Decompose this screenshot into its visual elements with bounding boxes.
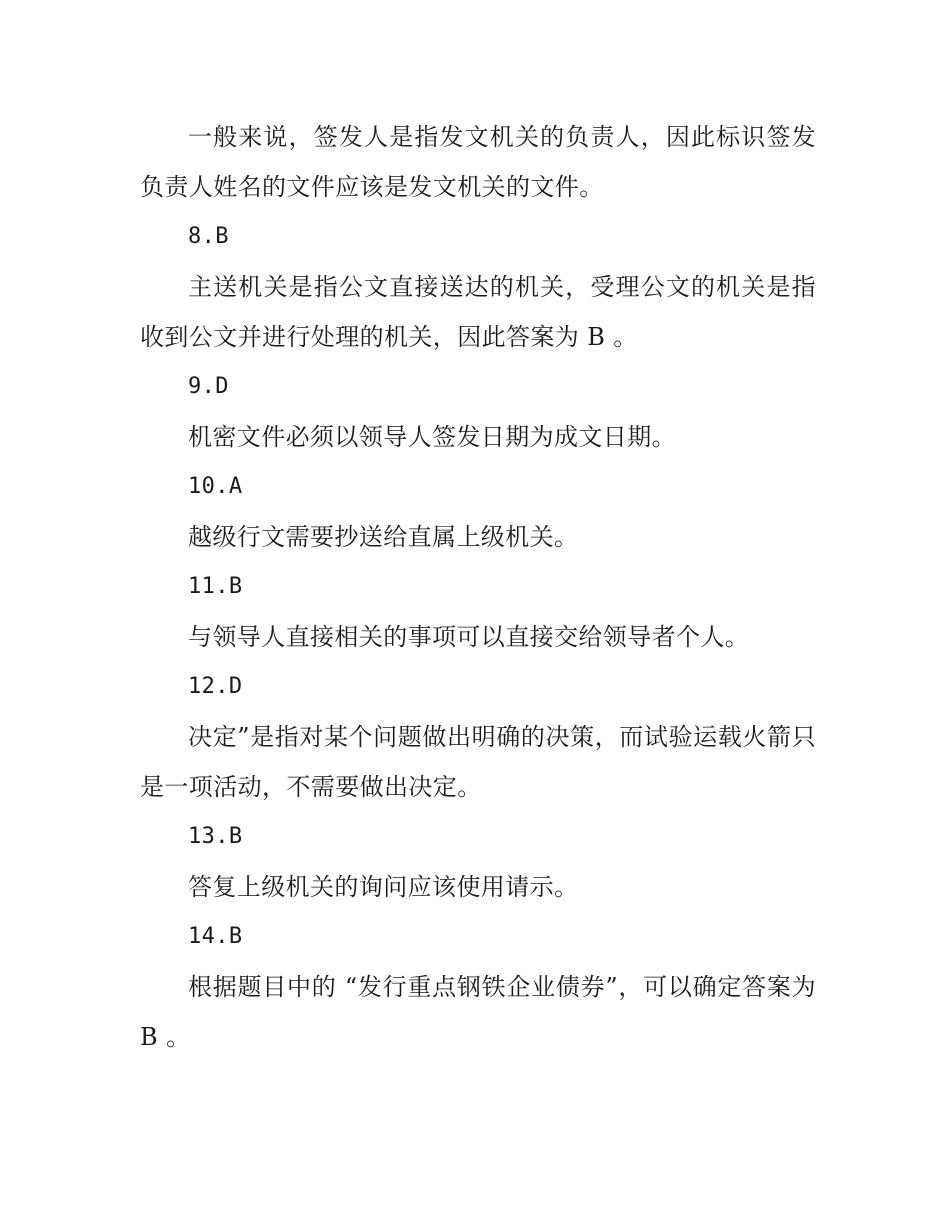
- explanation-paragraph: 根据题目中的 “发行重点钢铁企业债券”，可以确定答案为 B 。: [140, 973, 816, 1051]
- answer-label: 10.A: [188, 474, 243, 499]
- explanation-paragraph: 答复上级机关的询问应该使用请示。: [188, 873, 579, 901]
- answer-label: 12.D: [188, 674, 243, 699]
- explanation-paragraph: 越级行文需要抄送给直属上级机关。: [188, 523, 579, 551]
- explanation-paragraph: 主送机关是指公文直接送达的机关，受理公文的机关是指收到公文并进行处理的机关，因此答案为 B 。: [140, 273, 816, 351]
- answer-label: 11.B: [188, 574, 243, 599]
- answer-label: 13.B: [188, 824, 243, 849]
- answer-label: 9.D: [188, 374, 229, 399]
- answer-label: 8.B: [188, 224, 229, 249]
- explanation-paragraph: 机密文件必须以领导人签发日期为成文日期。: [188, 423, 676, 451]
- explanation-paragraph: 与领导人直接相关的事项可以直接交给领导者个人。: [188, 623, 750, 651]
- document-page: [140, 112, 816, 1062]
- explanation-paragraph: 决定”是指对某个问题做出明确的决策，而试验运载火箭只是一项活动，不需要做出决定。: [140, 723, 816, 801]
- answer-label: 14.B: [188, 924, 243, 949]
- explanation-paragraph: 一般来说，签发人是指发文机关的负责人，因此标识签发负责人姓名的文件应该是发文机关的文件。: [140, 123, 816, 201]
